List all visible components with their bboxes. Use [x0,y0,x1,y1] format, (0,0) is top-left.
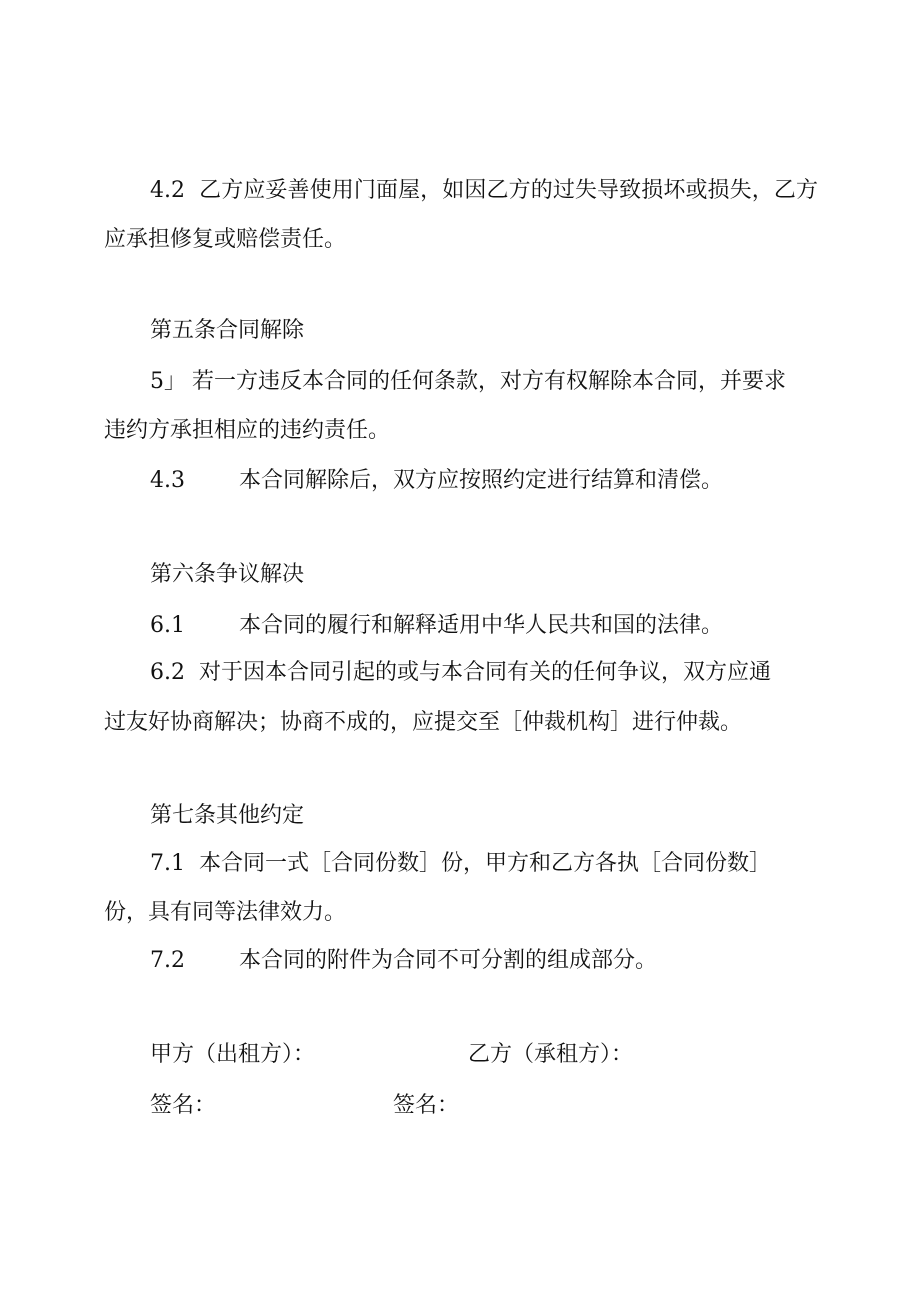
clause-4-3 [150,466,723,496]
clause-text: 本合同解除后，双方应按照约定进行结算和清偿。 [239,468,724,493]
section-7-heading: 第七条其他约定 [150,803,305,828]
clause-7-1-line1 [150,849,771,879]
party-b-label: 乙方（承租方）： [468,1042,634,1067]
clause-4-2-line2: 应承担修复或赔偿责任。 [104,227,347,252]
clause-text: 对于因本合同引起的或与本合同有关的任何争议，双方应通 [199,660,772,685]
clause-7-1-line2: 份，具有同等法律效力。 [104,900,347,925]
clause-text: 本合同一式［合同份数］份，甲方和乙方各执［合同份数］ [199,851,772,876]
clause-5-1-line2: 违约方承担相应的违约责任。 [104,418,391,443]
clause-number: 6.1 [150,613,185,638]
clause-5-1-line1 [150,367,818,397]
party-a-signature-label: 签名： [150,1093,217,1118]
party-a-label: 甲方（出租方）： [150,1042,316,1067]
clause-6-1 [150,611,723,641]
clause-6-2-line2: 过友好协商解决；协商不成的，应提交至［仲裁机构］进行仲裁。 [104,710,743,735]
clause-number: 6.2 [150,660,185,685]
clause-number: 5」 [150,369,186,394]
clause-text: 本合同的附件为合同不可分割的组成部分。 [239,948,658,973]
clause-number: 4.3 [150,468,185,493]
clause-text: 若一方违反本合同的任何条款，对方有权解除本合同，并要求 [192,369,787,394]
clause-7-2 [150,946,657,976]
section-6-heading: 第六条争议解决 [150,562,305,587]
clause-number: 4.2 [150,178,185,203]
party-b-signature-label: 签名： [393,1093,460,1118]
clause-6-2-line1 [150,658,771,688]
clause-number: 7.2 [150,948,185,973]
clause-text: 本合同的履行和解释适用中华人民共和国的法律。 [239,613,724,638]
clause-text: 乙方应妥善使用门面屋，如因乙方的过失导致损坏或损失，乙方 [199,178,818,203]
clause-4-2-line1 [150,176,818,206]
section-5-heading: 第五条合同解除 [150,318,305,343]
clause-number: 7.1 [150,851,185,876]
